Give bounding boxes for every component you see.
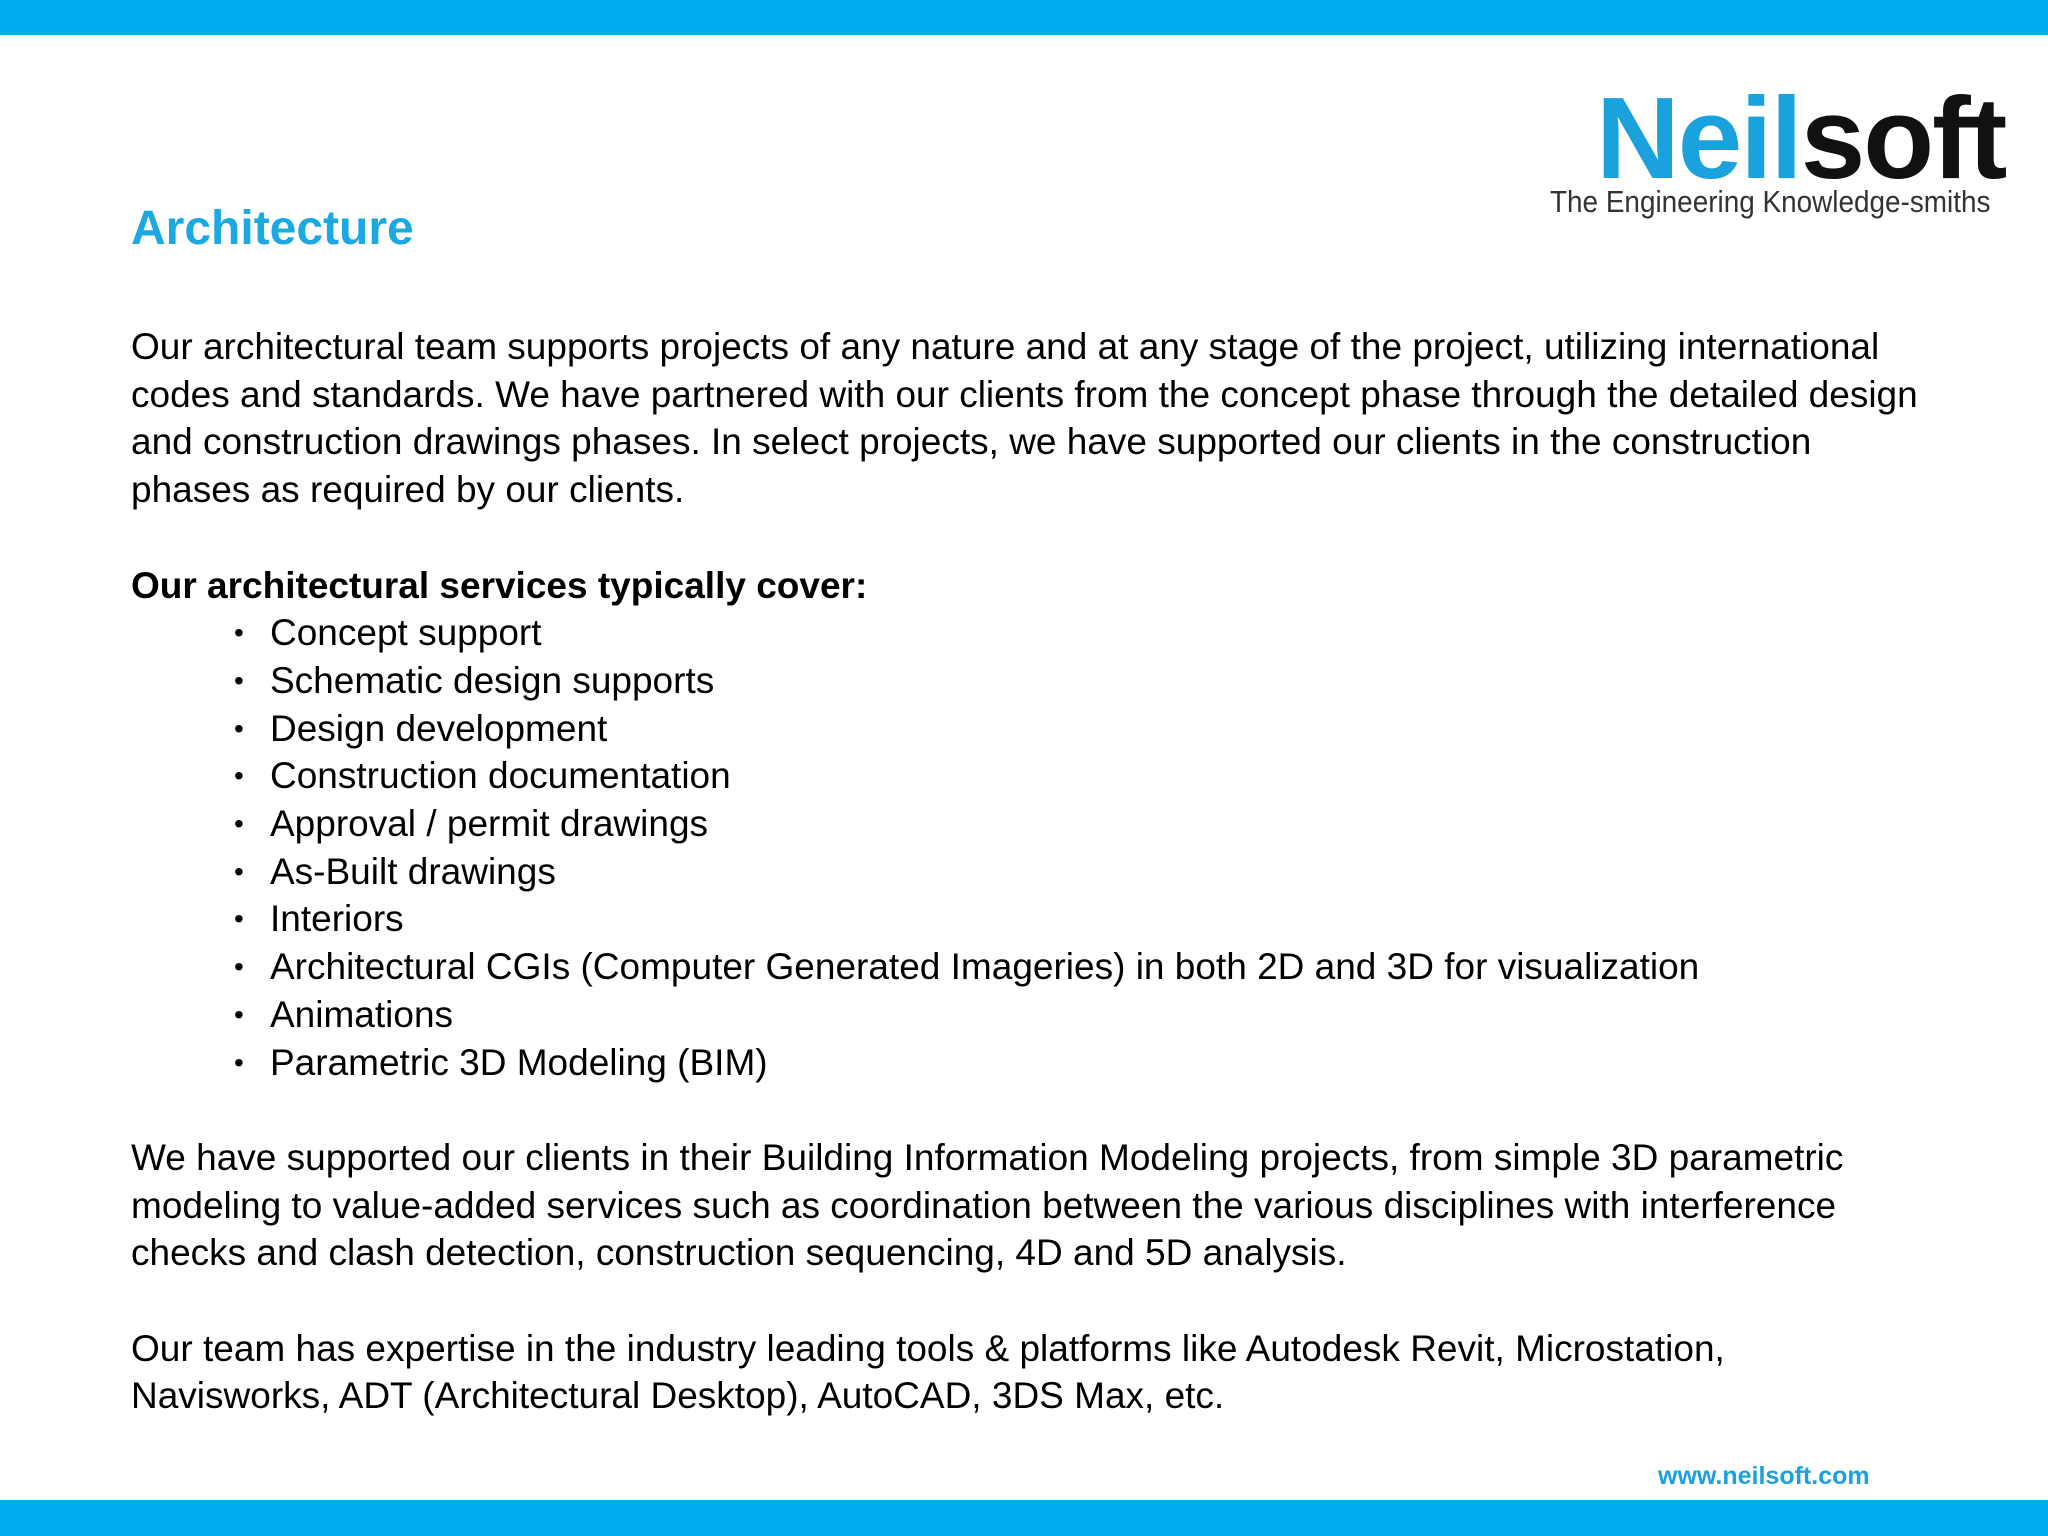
- top-accent-bar: [0, 0, 2048, 35]
- list-item-label: Concept support: [270, 612, 542, 654]
- bullet-icon: •: [234, 664, 244, 696]
- paragraph-spacer: [131, 1277, 1931, 1325]
- list-item-label: Interiors: [270, 898, 404, 940]
- list-item: [131, 752, 1931, 800]
- services-heading: Our architectural services typically cover:: [131, 564, 868, 606]
- list-item: [131, 609, 1931, 657]
- list-item: [131, 657, 1931, 705]
- list-item-label: Parametric 3D Modeling (BIM): [270, 1041, 768, 1083]
- bullet-icon: •: [234, 712, 244, 744]
- bottom-accent-bar: [0, 1500, 2048, 1536]
- bullet-icon: •: [234, 998, 244, 1030]
- list-item: [131, 705, 1931, 753]
- bullet-icon: •: [234, 617, 244, 649]
- list-item-label: Architectural CGIs (Computer Generated Imageries) in both 2D and 3D for visualization: [270, 946, 1700, 988]
- bim-paragraph: We have supported our clients in their Building Information Modeling projects, from simple 3D parametric modeling to value-added services such as coordination between the various disciplines with interference checks and clash detection, construction sequencing, 4D and 5D analysis.: [131, 1136, 1844, 1274]
- website-link[interactable]: www.neilsoft.com: [1658, 1462, 1870, 1490]
- list-item: [131, 943, 1931, 991]
- bullet-icon: •: [234, 951, 244, 983]
- tools-paragraph: Our team has expertise in the industry leading tools & platforms like Autodesk Revit, Microstation, Navisworks, ADT (Architectural Desktop), AutoCAD, 3DS Max, etc.: [131, 1327, 1725, 1417]
- services-list: [131, 609, 1931, 1086]
- paragraph-spacer: [131, 1086, 1931, 1134]
- logo-wordmark: [1596, 73, 2006, 203]
- bullet-icon: •: [234, 903, 244, 935]
- list-item: [131, 895, 1931, 943]
- page-title: Architecture: [131, 202, 414, 255]
- logo-wordmark-part1: Neil: [1596, 73, 1801, 203]
- list-item-label: Construction documentation: [270, 755, 731, 797]
- list-item-label: Design development: [270, 707, 608, 749]
- paragraph-spacer: [131, 514, 1931, 562]
- bullet-icon: •: [234, 808, 244, 840]
- logo-tagline: The Engineering Knowledge-smiths: [1550, 184, 1991, 219]
- bullet-icon: •: [234, 855, 244, 887]
- list-item: [131, 848, 1931, 896]
- list-item-label: As-Built drawings: [270, 850, 556, 892]
- main-content: [131, 323, 1931, 1420]
- list-item: [131, 991, 1931, 1039]
- intro-paragraph: Our architectural team supports projects of any nature and at any stage of the project, utilizing international codes and standards. We have partnered with our clients from the concept phase through the detailed design and construction drawings phases. In select projects, we have supported our clients in the construction phases as required by our clients.: [131, 326, 1918, 511]
- list-item: [131, 1039, 1931, 1087]
- list-item-label: Approval / permit drawings: [270, 803, 709, 845]
- list-item: [131, 800, 1931, 848]
- bullet-icon: •: [234, 760, 244, 792]
- logo-wordmark-part2: soft: [1800, 73, 2006, 203]
- neilsoft-logo: [1550, 73, 2030, 230]
- list-item-label: Schematic design supports: [270, 659, 715, 701]
- list-item-label: Animations: [270, 993, 454, 1035]
- bullet-icon: •: [234, 1046, 244, 1078]
